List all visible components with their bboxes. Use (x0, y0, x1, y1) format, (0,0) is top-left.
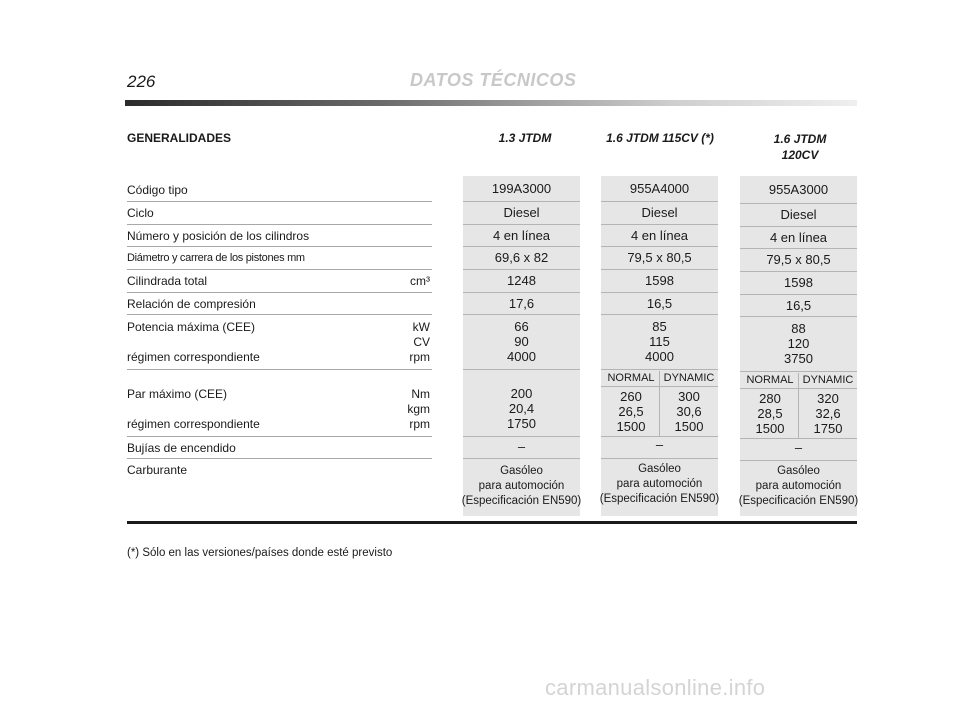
column-title-line2: 120CV (781, 148, 819, 162)
row-label-cilindros: Número y posición de los cilindros (127, 229, 310, 243)
c2-fuel-line3: (Especificación EN590) (599, 493, 720, 505)
c3-pot-kw: 88 (791, 321, 806, 336)
c1-divider (463, 314, 580, 315)
unit-rpm: rpm (409, 350, 430, 364)
row-label-potencia: Potencia máxima (CEE) (127, 320, 256, 334)
watermark: carmanualsonline.info (545, 675, 766, 700)
row-divider (127, 436, 432, 437)
row-divider (127, 246, 432, 247)
c1-divider (463, 201, 580, 202)
column-title-line1: 1.6 JTDM (773, 132, 827, 146)
c1-codigo: 199A3000 (491, 181, 552, 196)
c1-fuel-line1: Gasóleo (500, 465, 543, 477)
c1-par-nm: 200 (510, 386, 533, 401)
c2-normal-kgm: 26,5 (618, 404, 644, 419)
row-divider (127, 314, 432, 315)
section-title: GENERALIDADES (127, 131, 232, 145)
c3-cilindrada: 1598 (784, 275, 813, 290)
c1-ciclo: Diesel (503, 205, 540, 220)
c2-divider (601, 458, 718, 459)
c2-divider (601, 201, 718, 202)
c3-normal-rpm: 1500 (755, 421, 785, 436)
c1-cilindros: 4 en línea (492, 228, 551, 243)
unit-rpm: rpm (409, 417, 430, 431)
c3-divider (740, 438, 857, 439)
c1-pot-rpm: 4000 (507, 349, 536, 364)
c3-divider (740, 271, 857, 272)
c2-mode-dynamic: DYNAMIC (663, 372, 715, 384)
column-title-1-3-jtdm: 1.3 JTDM (498, 131, 552, 145)
c3-mode-normal: NORMAL (746, 374, 794, 386)
c3-divider (740, 226, 857, 227)
c1-divider (463, 269, 580, 270)
table-bottom-rule (127, 521, 857, 524)
unit-cm3: cm³ (410, 274, 430, 288)
unit-nm: Nm (411, 387, 430, 401)
row-label-compresion: Relación de compresión (127, 297, 256, 311)
c2-mode-normal: NORMAL (607, 372, 655, 384)
row-label-cilindrada: Cilindrada total (127, 274, 208, 288)
row-divider (127, 369, 432, 370)
c2-divider (601, 314, 718, 315)
row-divider (127, 269, 432, 270)
c2-codigo: 955A4000 (629, 181, 690, 196)
c2-compresion: 16,5 (646, 296, 673, 311)
c3-compresion: 16,5 (785, 298, 812, 313)
c3-fuel-line2: para automoción (755, 480, 842, 492)
c3-divider (740, 248, 857, 249)
c3-diametro: 79,5 x 80,5 (766, 252, 831, 267)
c2-fuel-line2: para automoción (616, 478, 703, 490)
row-label-ciclo: Ciclo (127, 206, 154, 220)
c1-fuel-line3: (Especificación EN590) (461, 495, 582, 507)
row-label-carburante: Carburante (127, 463, 188, 477)
c1-divider (463, 369, 580, 370)
c3-fuel-line1: Gasóleo (777, 465, 820, 477)
row-divider (127, 458, 432, 459)
c2-divider (601, 269, 718, 270)
footnote: (*) Sólo en las versiones/países donde esté previsto (127, 547, 393, 559)
c2-dynamic-rpm: 1500 (674, 419, 704, 434)
c3-bujias: – (794, 440, 803, 455)
c3-ciclo: Diesel (780, 207, 817, 222)
c3-dynamic-rpm: 1750 (813, 421, 843, 436)
c2-pot-cv: 115 (649, 334, 670, 349)
c2-dynamic-nm: 300 (678, 389, 700, 404)
row-label-bujias: Bujías de encendido (127, 441, 236, 455)
c3-divider (740, 316, 857, 317)
c1-divider (463, 224, 580, 225)
c2-pot-kw: 85 (652, 319, 667, 334)
c1-bujias: – (517, 439, 526, 454)
header-gradient-bar (125, 100, 857, 106)
c1-pot-kw: 66 (514, 319, 529, 334)
c2-diametro: 79,5 x 80,5 (627, 250, 692, 265)
c2-pot-rpm: 4000 (645, 349, 674, 364)
c1-diametro: 69,6 x 82 (494, 250, 549, 265)
c3-codigo: 955A3000 (768, 182, 829, 197)
c3-pot-cv: 120 (787, 336, 810, 351)
c3-divider (740, 203, 857, 204)
unit-kgm: kgm (407, 402, 430, 416)
c2-fuel-line1: Gasóleo (638, 463, 681, 475)
row-divider (127, 224, 432, 225)
c1-divider (463, 246, 580, 247)
c1-compresion: 17,6 (508, 296, 535, 311)
c2-divider (601, 292, 718, 293)
unit-kw: kW (412, 320, 430, 334)
row-label-diametro: Diámetro y carrera de los pistones mm (127, 252, 305, 264)
row-label-regimen-potencia: régimen correspondiente (127, 350, 260, 364)
c3-divider (740, 371, 857, 372)
page-number: 226 (127, 72, 156, 91)
c1-cilindrada: 1248 (507, 273, 536, 288)
row-divider (127, 201, 432, 202)
column-title-1-6-jtdm-120cv (735, 131, 865, 163)
c2-divider (601, 224, 718, 225)
row-label-par: Par máximo (CEE) (127, 387, 228, 401)
c1-divider (463, 292, 580, 293)
unit-cv: CV (413, 335, 430, 349)
c2-ciclo: Diesel (641, 205, 678, 220)
row-label-regimen-par: régimen correspondiente (127, 417, 260, 431)
c2-cilindrada: 1598 (645, 273, 674, 288)
row-divider (127, 292, 432, 293)
c2-normal-nm: 260 (620, 389, 642, 404)
c2-cilindros: 4 en línea (630, 228, 689, 243)
c3-normal-kgm: 28,5 (757, 406, 783, 421)
c2-divider (601, 246, 718, 247)
c1-divider (463, 436, 580, 437)
column-title-1-6-jtdm-115cv: 1.6 JTDM 115CV (*) (606, 131, 714, 145)
page-title: DATOS TÉCNICOS (410, 70, 577, 90)
c1-fuel-line2: para automoción (478, 480, 565, 492)
c1-divider (463, 458, 580, 459)
c2-divider (601, 369, 718, 370)
c2-normal-rpm: 1500 (616, 419, 646, 434)
c1-pot-cv: 90 (514, 334, 529, 349)
c3-dynamic-nm: 320 (817, 391, 839, 406)
c3-cilindros: 4 en línea (769, 230, 828, 245)
c3-pot-rpm: 3750 (784, 351, 813, 366)
c2-dynamic-kgm: 30,6 (676, 404, 702, 419)
c3-fuel-line3: (Especificación EN590) (738, 495, 859, 507)
c2-bujias: – (655, 437, 664, 452)
c1-par-rpm: 1750 (507, 416, 536, 431)
c3-normal-nm: 280 (759, 391, 781, 406)
c1-par-kgm: 20,4 (508, 401, 535, 416)
row-label-codigo-tipo: Código tipo (127, 183, 188, 197)
c3-dynamic-kgm: 32,6 (815, 406, 841, 421)
c3-mode-dynamic: DYNAMIC (802, 374, 854, 386)
c3-divider (740, 294, 857, 295)
c3-divider (740, 460, 857, 461)
